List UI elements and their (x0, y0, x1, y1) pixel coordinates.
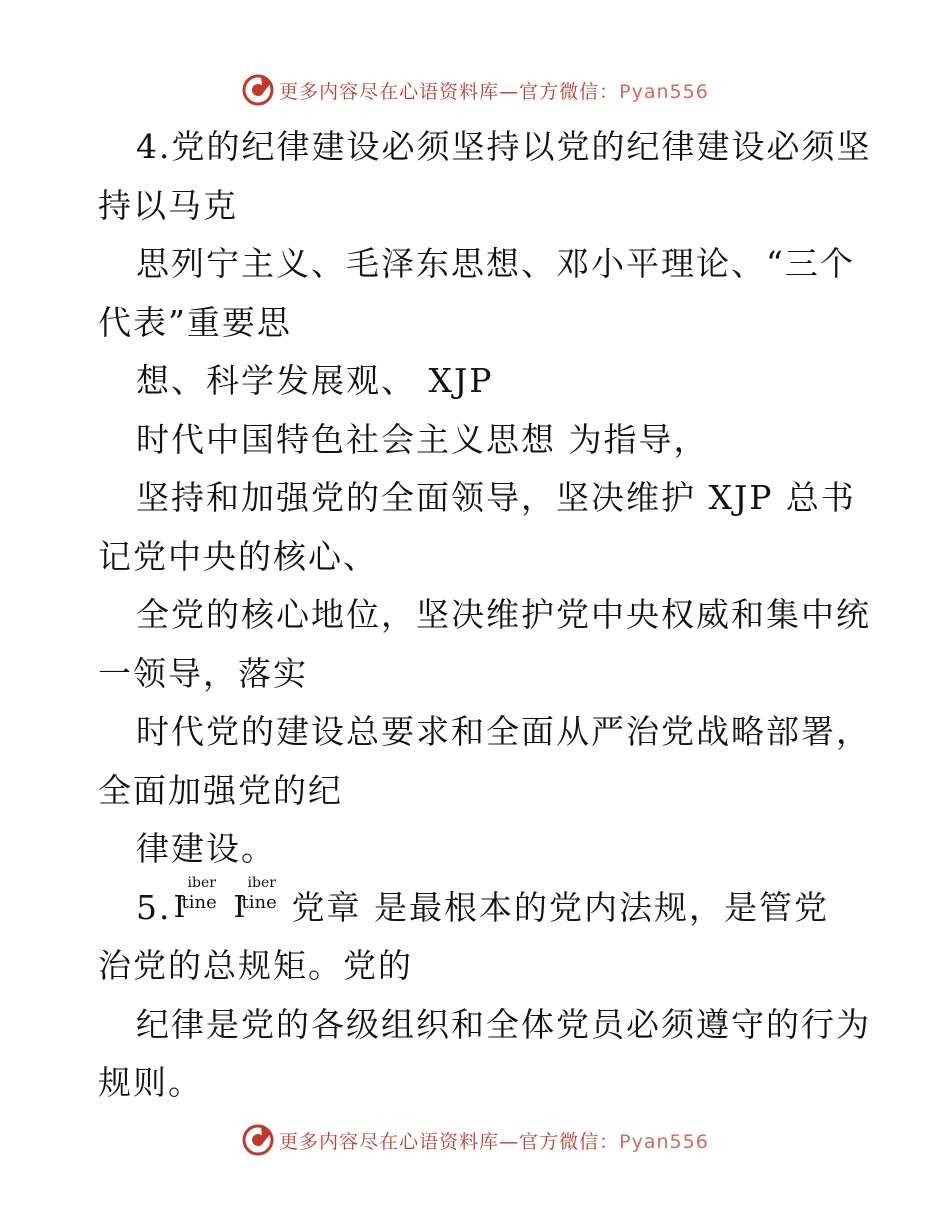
text-line: 坚持和加强党的全面领导，坚决维护 XJP 总书 (136, 478, 856, 517)
banner-text (279, 77, 709, 104)
header-banner (0, 70, 950, 110)
text-line: 思列宁主义、毛泽东思想、邓小平理论、“三个 (136, 244, 855, 283)
pen-nib-logo-icon (241, 73, 275, 107)
text-line: 治党的总规矩。党的 (98, 946, 413, 985)
document-body (98, 118, 872, 1113)
text-line: 代表”重要思 (98, 302, 292, 342)
liber-glyph-big: I (173, 889, 186, 925)
text-line: 想、科学发展观、 XJP (136, 361, 494, 400)
footer-banner (0, 1120, 950, 1160)
banner-text-cn: 更多内容尽在心语资料库—官方微信： (279, 80, 620, 103)
banner-text-latin: Pyan556 (619, 1130, 709, 1153)
text-line: 时代中国特色社会主义思想 为指导， (136, 419, 709, 459)
banner-text-cn: 更多内容尽在心语资料库—官方微信： (279, 1130, 620, 1153)
text-line: 时代党的建设总要求和全面从严治党战略部署， (136, 712, 871, 751)
line-text: 党章 是最根本的党内法规，是管党 (291, 887, 829, 927)
text-line: 全面加强党的纪 (98, 770, 343, 810)
liber-glyph-sub: tine (241, 891, 277, 913)
liber-glyph-big: I (233, 889, 246, 925)
liber-glyph-sub: tine (181, 891, 217, 913)
text-line: 纪律是党的各级组织和全体党员必须遵守的行为 (136, 1004, 871, 1044)
text-line: 律建设。 (136, 829, 276, 868)
banner-text (279, 1127, 709, 1154)
text-line: 4.党的纪律建设必须坚持以党的纪律建设必须坚 (136, 127, 872, 166)
banner-text-latin: Pyan556 (619, 80, 709, 103)
text-line: 规则。 (98, 1063, 203, 1102)
item-number: 5. (136, 887, 172, 927)
text-line: 记党中央的核心、 (98, 536, 378, 576)
pen-nib-logo-icon (241, 1123, 275, 1157)
text-line: 持以马克 (98, 185, 238, 225)
text-line: 全党的核心地位，坚决维护党中央权威和集中统 (136, 595, 871, 634)
text-line: 一领导，落实 (98, 653, 308, 693)
liber-glyph-sup: iber (187, 874, 216, 891)
liber-glyph-sup: iber (247, 874, 276, 891)
liber-glyph (232, 874, 284, 925)
text-line-with-glyphs (98, 874, 858, 938)
liber-glyph (172, 874, 224, 925)
